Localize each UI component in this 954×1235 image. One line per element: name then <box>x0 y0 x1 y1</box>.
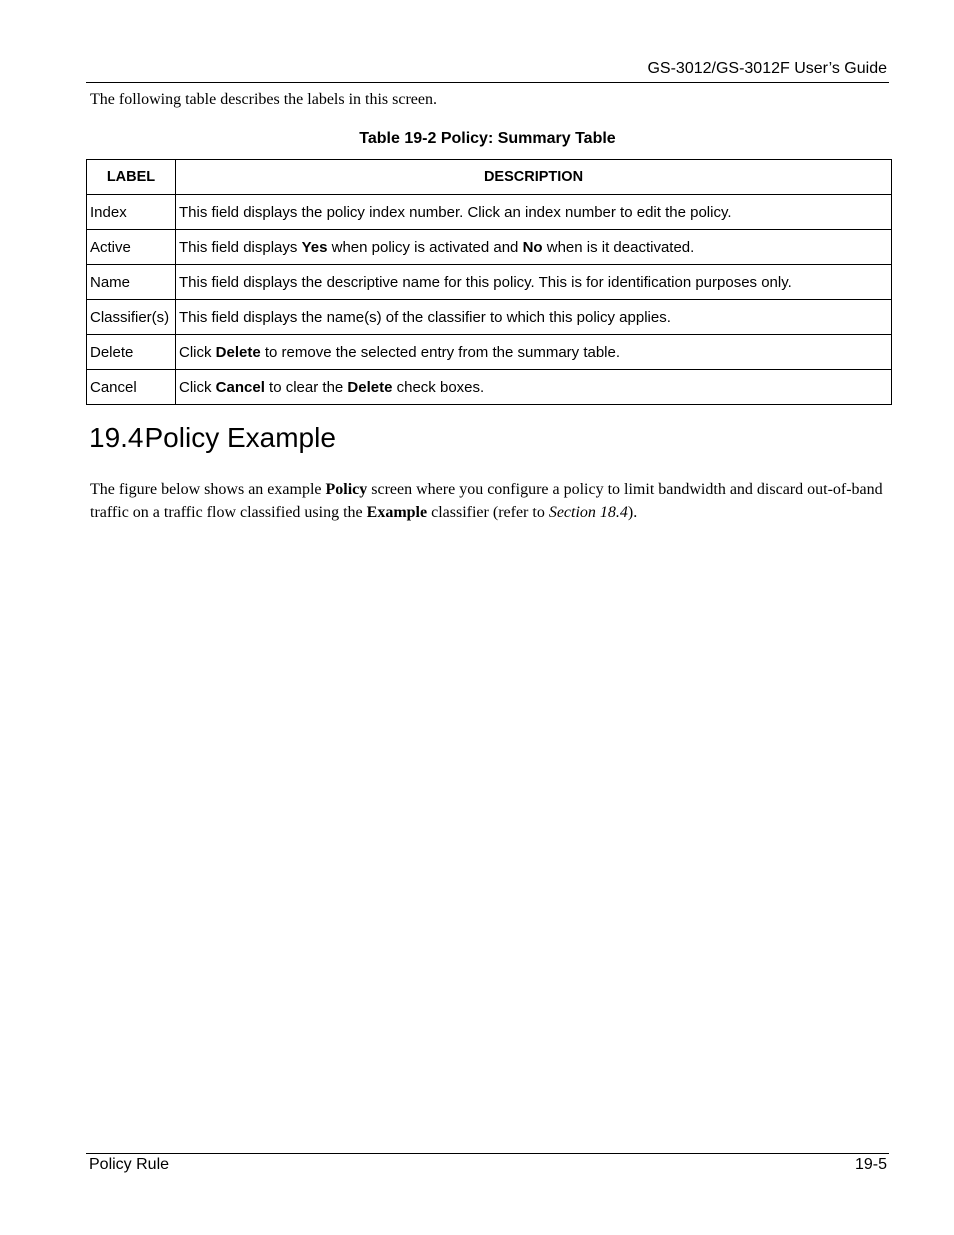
row-label: Index <box>87 195 176 230</box>
footer-chapter: Policy Rule <box>89 1156 170 1173</box>
table-header-row <box>87 160 892 195</box>
row-label: Classifier(s) <box>87 300 176 335</box>
row-label: Cancel <box>87 370 176 405</box>
table-row <box>87 300 892 335</box>
section-heading <box>89 422 336 454</box>
row-description: This field displays the name(s) of the classifier to which this policy applies. <box>176 300 892 335</box>
row-description: This field displays Yes when policy is activated and No when is it deactivated. <box>176 230 892 265</box>
header-title: GS-3012/GS-3012F User’s Guide <box>647 60 887 77</box>
row-description: This field displays the descriptive name for this policy. This is for identification purposes only. <box>176 265 892 300</box>
section-paragraph: The figure below shows an example Policy screen where you configure a policy to limit bandwidth and discard out-of-band traffic on a traffic flow classified using the Example classifier (refer to Section 18.4). <box>90 481 883 521</box>
table-caption: Table 19-2 Policy: Summary Table <box>359 130 616 147</box>
row-label: Active <box>87 230 176 265</box>
intro-text: The following table describes the labels in this screen. <box>90 91 438 108</box>
footer-page-number: 19-5 <box>854 1156 887 1173</box>
row-description: Click Cancel to clear the Delete check boxes. <box>176 370 892 405</box>
table-row <box>87 335 892 370</box>
row-description: Click Delete to remove the selected entry from the summary table. <box>176 335 892 370</box>
row-label: Delete <box>87 335 176 370</box>
table-row <box>87 230 892 265</box>
page-header <box>86 60 889 83</box>
column-header-description: DESCRIPTION <box>176 160 892 195</box>
page-footer <box>86 1153 889 1178</box>
row-label: Name <box>87 265 176 300</box>
section-number: 19.4 <box>89 422 144 453</box>
table-row <box>87 195 892 230</box>
table-row <box>87 370 892 405</box>
section-title: Policy Example <box>144 422 336 453</box>
column-header-label: LABEL <box>87 160 176 195</box>
summary-table <box>86 159 892 405</box>
table-row <box>87 265 892 300</box>
row-description: This field displays the policy index number. Click an index number to edit the policy. <box>176 195 892 230</box>
